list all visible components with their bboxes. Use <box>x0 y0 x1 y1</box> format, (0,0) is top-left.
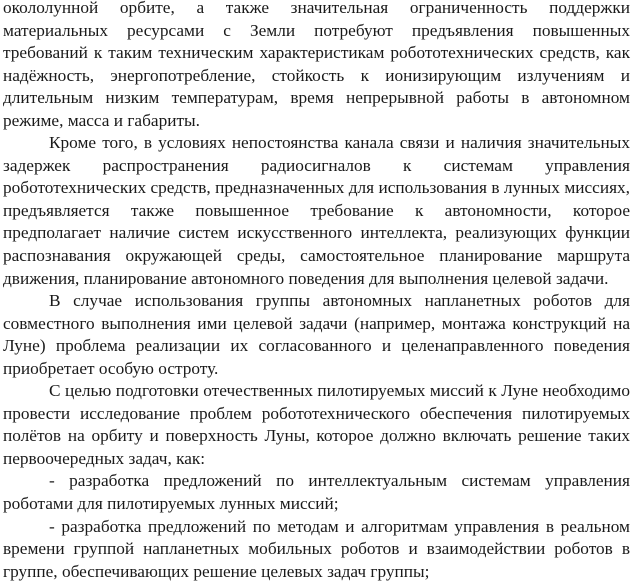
document-body <box>3 0 630 583</box>
list-item-group-control-methods: - разработка предложений по методам и алгоритмам управления в реальном времени группой напланетных мобильных роботов и взаимодействии роботов в группе, обеспечивающих решение целевых задач группы; <box>3 516 630 581</box>
paragraph-autonomy: Кроме того, в условиях непостоянства канала связи и наличия значительных задержек распространения радиосигналов к системам управления робототехнических средств, предназначенных для использования в лунных миссиях, предъявляется также повышенное требование к автономности, которое предполагает наличие систем искусственного интеллекта, реализующих функции распознавания окружающей среды, самостоятельное планирование маршрута движения, планирование автономного поведения для выполнения целевой задачи. <box>3 133 630 288</box>
paragraph-group-robots: В случае использования группы автономных напланетных роботов для совместного выполнения ими целевой задачи (например, монтажа конструкций на Луне) проблема реализации их согласованного и целенаправленного поведения приобретает особую остроту. <box>3 291 630 378</box>
paragraph-missions-preparation: С целью подготовки отечественных пилотируемых миссий к Луне необходимо провести исследование проблем робототехнического обеспечения пилотируемых полётов на орбиту и поверхность Луны, которое должно включать решение таких первоочередных задач, как: <box>3 381 630 468</box>
list-item-intelligent-control: - разработка предложений по интеллектуальным системам управления роботами для пилотируемых лунных миссий; <box>3 471 630 514</box>
paragraph-continuation: окололунной орбите, а также значительная ограниченность поддержки материальных ресурсами с Земли потребуют предъявления повышенных требований к таким техническим характеристикам робототехнических средств, как надёжность, энергопотребление, стойкость к ионизирующим излучениям и длительным низким температурам, время непрерывной работы в автономном режиме, масса и габариты. <box>3 0 630 130</box>
